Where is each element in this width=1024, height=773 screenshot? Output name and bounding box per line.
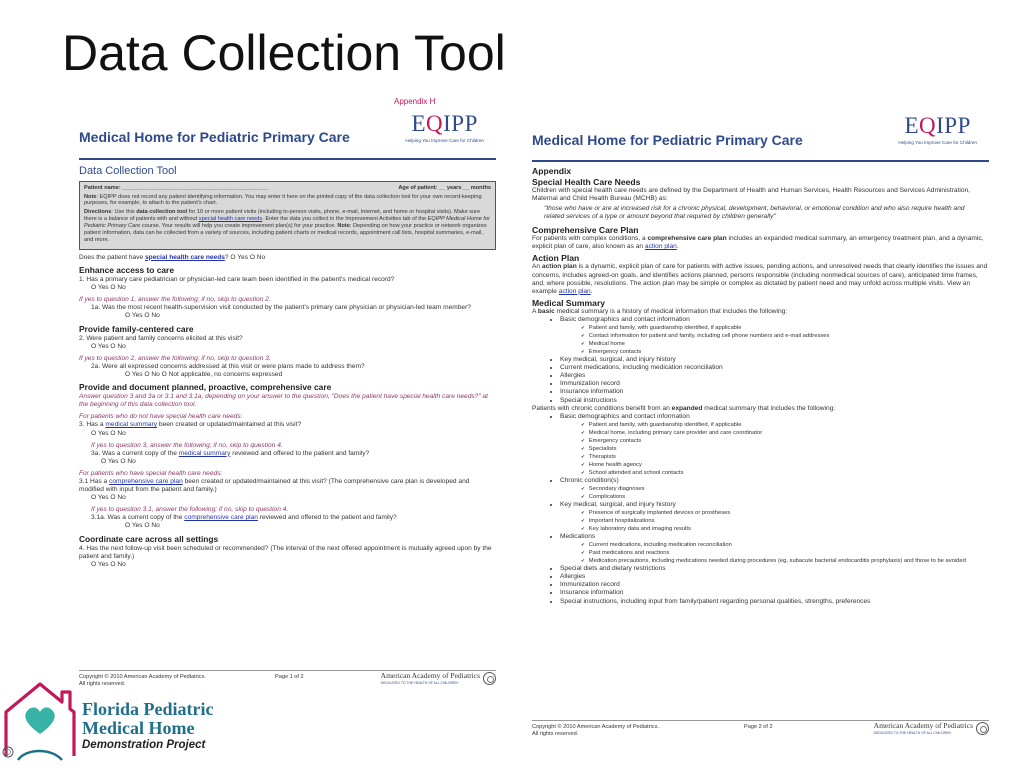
list-item: ✔ Specialists (590, 445, 989, 453)
list-item: ✔ Emergency contacts (590, 437, 989, 445)
ms-text: A basic medical summary is a history of medical information that includes the following: (532, 307, 788, 315)
list-item: ✔ Complications (590, 493, 989, 501)
doc-title: Medical Home for Pediatric Primary Care (79, 129, 350, 145)
list-item: • Medications ✔ Current medications, including medication reconciliation ✔ Past medications and reactions ✔ Medication precautions, including medications needed during procedures (eg, subacute bacterial endocarditis prophylaxis) and those to be avoided (560, 533, 989, 565)
list-item: • Allergies (560, 372, 989, 380)
appendix-label: Appendix H (394, 97, 436, 106)
list-item: • Special diets and dietary restrictions (560, 565, 989, 573)
basic-summary-list (532, 316, 989, 405)
list-item: ✔ Key laboratory data and imaging results (590, 525, 989, 533)
list-item: ✔ Past medications and reactions (590, 549, 989, 557)
patient-name-label: Patient name: _______________________________________________ (84, 184, 269, 191)
question-2a: 2a. Were all expressed concerns addressed at this visit or were plans made to address them? (91, 362, 365, 370)
question-1a: 1a. Was the most recent health-supervision visit conducted by the patient's primary care physician or physician-led team member? (91, 304, 471, 312)
aap-logo-2: American Academy of Pediatrics DEDICATED TO THE HEALTH OF ALL CHILDREN (873, 721, 973, 735)
questions (75, 250, 500, 569)
planned-note: Answer question 3 and 3a or 3.1 and 3.1a, depending on your answer to the question, "Does the patient have special health care needs?" at the beginning of this data collection tool. (79, 393, 489, 409)
ms-heading: Medical Summary (532, 297, 606, 308)
list-item: ✔ School attended and school contacts (590, 469, 989, 477)
ccp-text: For patients with complex conditions, a comprehensive care plan includes an expanded medical summary, an emergency treatment plan, and a dynamic, explicit plan of care, also known as an action plan. (532, 235, 984, 251)
list-item: ✔ Emergency contacts (590, 348, 989, 356)
florida-line-1: Florida Pediatric (82, 699, 214, 719)
florida-text (82, 700, 213, 753)
doc-header-2 (528, 110, 993, 160)
list-item: • Basic demographics and contact information ✔ Patient and family, with guardianship identified, if applicable ✔ Contact information for patient and family, including cell phone numbers and e-mail addresses ✔ Medical home ✔ Emergency contacts (560, 316, 989, 356)
doc-title-2: Medical Home for Pediatric Primary Care (532, 132, 803, 148)
list-item: • Immunization record (560, 581, 989, 589)
section-planned: Provide and document planned, proactive, comprehensive care (79, 382, 332, 393)
list-item: ✔ Medical home (590, 340, 989, 348)
question-3-note: If yes to question 3, answer the following; if no, skip to question 4. (91, 441, 283, 449)
appendix-heading: Appendix (532, 165, 572, 176)
eqipp-logo-2 (898, 113, 977, 147)
doc-footer-2 (532, 720, 989, 737)
question-4: 4. Has the next follow-up visit been scheduled or recommended? (The interval of the next offered appointment is mutually agreed upon by the patient and family.) (79, 544, 492, 560)
question-2-note: If yes to question 2, answer the following; if no, skip to question 3. (79, 354, 271, 362)
section-access: Enhance access to care (79, 264, 174, 275)
question-2-options[interactable]: O Yes O No (91, 342, 126, 350)
logo-letter-q: Q (426, 111, 444, 136)
section-coordinate: Coordinate care across all settings (79, 533, 219, 544)
appendix-body (528, 162, 993, 606)
care-plan-link[interactable]: comprehensive care plan (109, 478, 183, 485)
question-1a-options[interactable]: O Yes O No (125, 312, 160, 320)
list-item: • Key medical, surgical, and injury history ✔ Presence of surgically implanted devices or prostheses ✔ Important hospitalizations ✔ Key laboratory data and imaging results (560, 501, 989, 533)
expanded-text: Patients with chronic conditions benefit from an expanded medical summary that includes the following: (532, 404, 836, 412)
list-item: ✔ Important hospitalizations (590, 517, 989, 525)
logo-tagline-2: Helping You Improve Care for Children (898, 140, 977, 145)
page-number: Page 1 of 2 (275, 674, 304, 680)
list-item: • Insurance information (560, 388, 989, 396)
list-item: • Immunization record (560, 380, 989, 388)
eqipp-logo (405, 111, 484, 145)
list-item: • Special instructions (560, 397, 989, 405)
list-item: • Special instructions, including input from family/patient regarding personal qualities, strengths, preferences (560, 598, 989, 606)
medical-summary-link-3a[interactable]: medical summary (178, 449, 231, 457)
aap-logo: American Academy of Pediatrics DEDICATED TO THE HEALTH OF ALL CHILDREN (380, 671, 480, 685)
section-family: Provide family-centered care (79, 323, 194, 334)
ccp-heading: Comprehensive Care Plan (532, 225, 639, 236)
list-item: ✔ Presence of surgically implanted devices or prostheses (590, 509, 989, 517)
list-item: ✔ Home health agency (590, 461, 989, 469)
slide-title: Data Collection Tool (62, 25, 506, 81)
question-3a: 3a. Was a current copy of the medical summary reviewed and offered to the patient and family? (91, 449, 370, 457)
question-1: 1. Has a primary care pediatrician or physician-led care team been identified in the patient's medical record? (79, 276, 395, 284)
question-3-1a-options[interactable]: O Yes O No (125, 522, 160, 530)
list-item: • Key medical, surgical, and injury history (560, 356, 989, 364)
question-3: 3. Has a medical summary been created or updated/maintained at this visit? (79, 421, 302, 429)
logo-letter-q: Q (919, 113, 937, 138)
list-item: ✔ Medical home, including primary care provider and care coordinator (590, 429, 989, 437)
list-item: ✔ Contact information for patient and family, including cell phone numbers and e-mail addresses (590, 332, 989, 340)
list-item: ✔ Secondary diagnoses (590, 485, 989, 493)
question-3a-options[interactable]: O Yes O No (101, 457, 136, 465)
logo-letters-post: IPP (936, 113, 971, 138)
medical-summary-link[interactable]: medical summary (105, 421, 158, 429)
question-3-1: 3.1 Has a comprehensive care plan been created or updated/maintained at this visit? (The comprehensive care plan is developed and modified with input from the patient and family.) (79, 478, 470, 494)
list-item: • Insurance information (560, 589, 989, 597)
page-number-2: Page 2 of 2 (744, 724, 773, 730)
action-plan-example-link[interactable]: action plan (558, 287, 591, 295)
question-2: 2. Were patient and family concerns elicited at this visit? (79, 334, 243, 342)
list-item: ✔ Patient and family, with guardianship identified, if applicable (590, 324, 989, 332)
ap-heading: Action Plan (532, 253, 580, 264)
document-page-1 (75, 108, 500, 687)
question-3-1-note: If yes to question 3.1, answer the following; if no, skip to question 4. (91, 506, 289, 514)
care-plan-link-3-1a[interactable]: comprehensive care plan (184, 514, 258, 522)
shcn-quote: "those who have or are at increased risk for a chronic physical, development, behavioral, or emotional condition and who also require health and related services of a type or amount beyond that required by children generally" (544, 204, 965, 220)
list-item: • Chronic condition(s) ✔ Secondary diagnoses ✔ Complications (560, 477, 989, 501)
question-4-options[interactable]: O Yes O No (91, 560, 126, 568)
florida-line-2: Medical Home (82, 718, 195, 738)
action-plan-link[interactable]: action plan (644, 243, 677, 251)
logo-letters-pre: E (904, 113, 920, 138)
shcn-heading: Special Health Care Needs (532, 176, 641, 187)
aap-seal-icon (976, 722, 989, 735)
question-2a-options[interactable]: O Yes O No O Not applicable, no concerns expressed (125, 370, 283, 378)
logo-letters-pre: E (411, 111, 427, 136)
patient-age-label: Age of patient: __ years __ months (398, 184, 491, 191)
florida-line-3: Demonstration Project (82, 739, 206, 751)
list-item: • Allergies (560, 573, 989, 581)
list-item: • Current medications, including medication reconciliation (560, 364, 989, 372)
not-special-note: For patients who do not have special health care needs: (79, 413, 243, 421)
logo-letters-post: IPP (443, 111, 478, 136)
patient-info-box (79, 181, 496, 250)
question-0: Does the patient have special health care needs? O Yes O No (79, 253, 266, 261)
question-1-note: If yes to question 1, answer the following; if no, skip to question 2. (79, 296, 271, 304)
list-item: ✔ Current medications, including medication reconciliation (590, 541, 989, 549)
expanded-summary-list (532, 413, 989, 606)
document-page-2 (528, 110, 993, 737)
ap-text: An action plan is a dynamic, explicit plan of care for patients with active issues, pending actions, and unresolved needs that clearly identifies the issues and concerns, includes agreed-on goals, and identifies actions planned, persons responsible (including nonmedical sources of care), anticipated time frames, and, where possible, resolutions. The action plan may be simple or complex as dictated by patient need and may unfold across multiple visits. View an example action plan. (532, 263, 988, 295)
question-3-1-options[interactable]: O Yes O No (91, 494, 126, 502)
special-note: For patients who have special health care needs: (79, 469, 223, 477)
question-3-1a: 3.1a. Was a current copy of the comprehensive care plan reviewed and offered to the patient and family? (91, 514, 397, 522)
shcn-text: Children with special health care needs are defined by the Department of Health and Human Services, Health Resources and Services Administration, Maternal and Child Health Bureau (MCHB) as: (532, 186, 970, 202)
special-needs-link-q0[interactable]: special health care needs (145, 253, 225, 261)
info-note: Note: EQIPP does not record any patient identifying information. You may enter it here on the printed copy of the data collection tool for your own record-keeping purposes, for example, to attach to the patient's chart. (84, 193, 482, 207)
logo-tagline: Helping You Improve Care for Children (405, 138, 484, 143)
list-item: ✔ Therapists (590, 453, 989, 461)
info-directions: Directions: Use this data collection tool for 10 or more patient visits (including in-person visits, phone, e-mail, Internet, and home or hospital visits). Make sure there is a balance of patients with and without special health care needs. Enter the data you collect in the Improvement Activities tab of the EQIPP Medical Home for Pediatric Primary Care course. Your results will help you create improvement plan(s) for your practice. Note: Depending on how your practice or network organizes patient information, data can be collected from a variety of sources, including patient charts or medical records, appointment call lists, hospital summaries, e-mail, and more. (84, 209, 490, 243)
aap-seal-icon (483, 672, 496, 685)
list-item: • Basic demographics and contact information ✔ Patient and family, with guardianship identified, if applicable ✔ Medical home, including primary care provider and care coordinator ✔ Emergency contacts ✔ Specialists ✔ Therapists ✔ Home health agency ✔ School attended and school contacts (560, 413, 989, 477)
doc-subtitle: Data Collection Tool (79, 164, 177, 177)
list-item: ✔ Patient and family, with guardianship identified, if applicable (590, 421, 989, 429)
doc-footer (79, 670, 496, 687)
special-needs-link[interactable]: special health care needs (198, 216, 263, 223)
question-3-options[interactable]: O Yes O No (91, 429, 126, 437)
copyright: Copyright © 2010 American Academy of Pediatrics. All rights reserved. (79, 674, 206, 687)
doc-header (75, 108, 500, 158)
list-item: ✔ Medication precautions, including medications needed during procedures (eg, subacute bacterial endocarditis prophylaxis) and those to be avoided (590, 557, 989, 565)
copyright-2: Copyright © 2010 American Academy of Pediatrics. All rights reserved. (532, 724, 659, 737)
question-1-options[interactable]: O Yes O No (91, 284, 126, 292)
